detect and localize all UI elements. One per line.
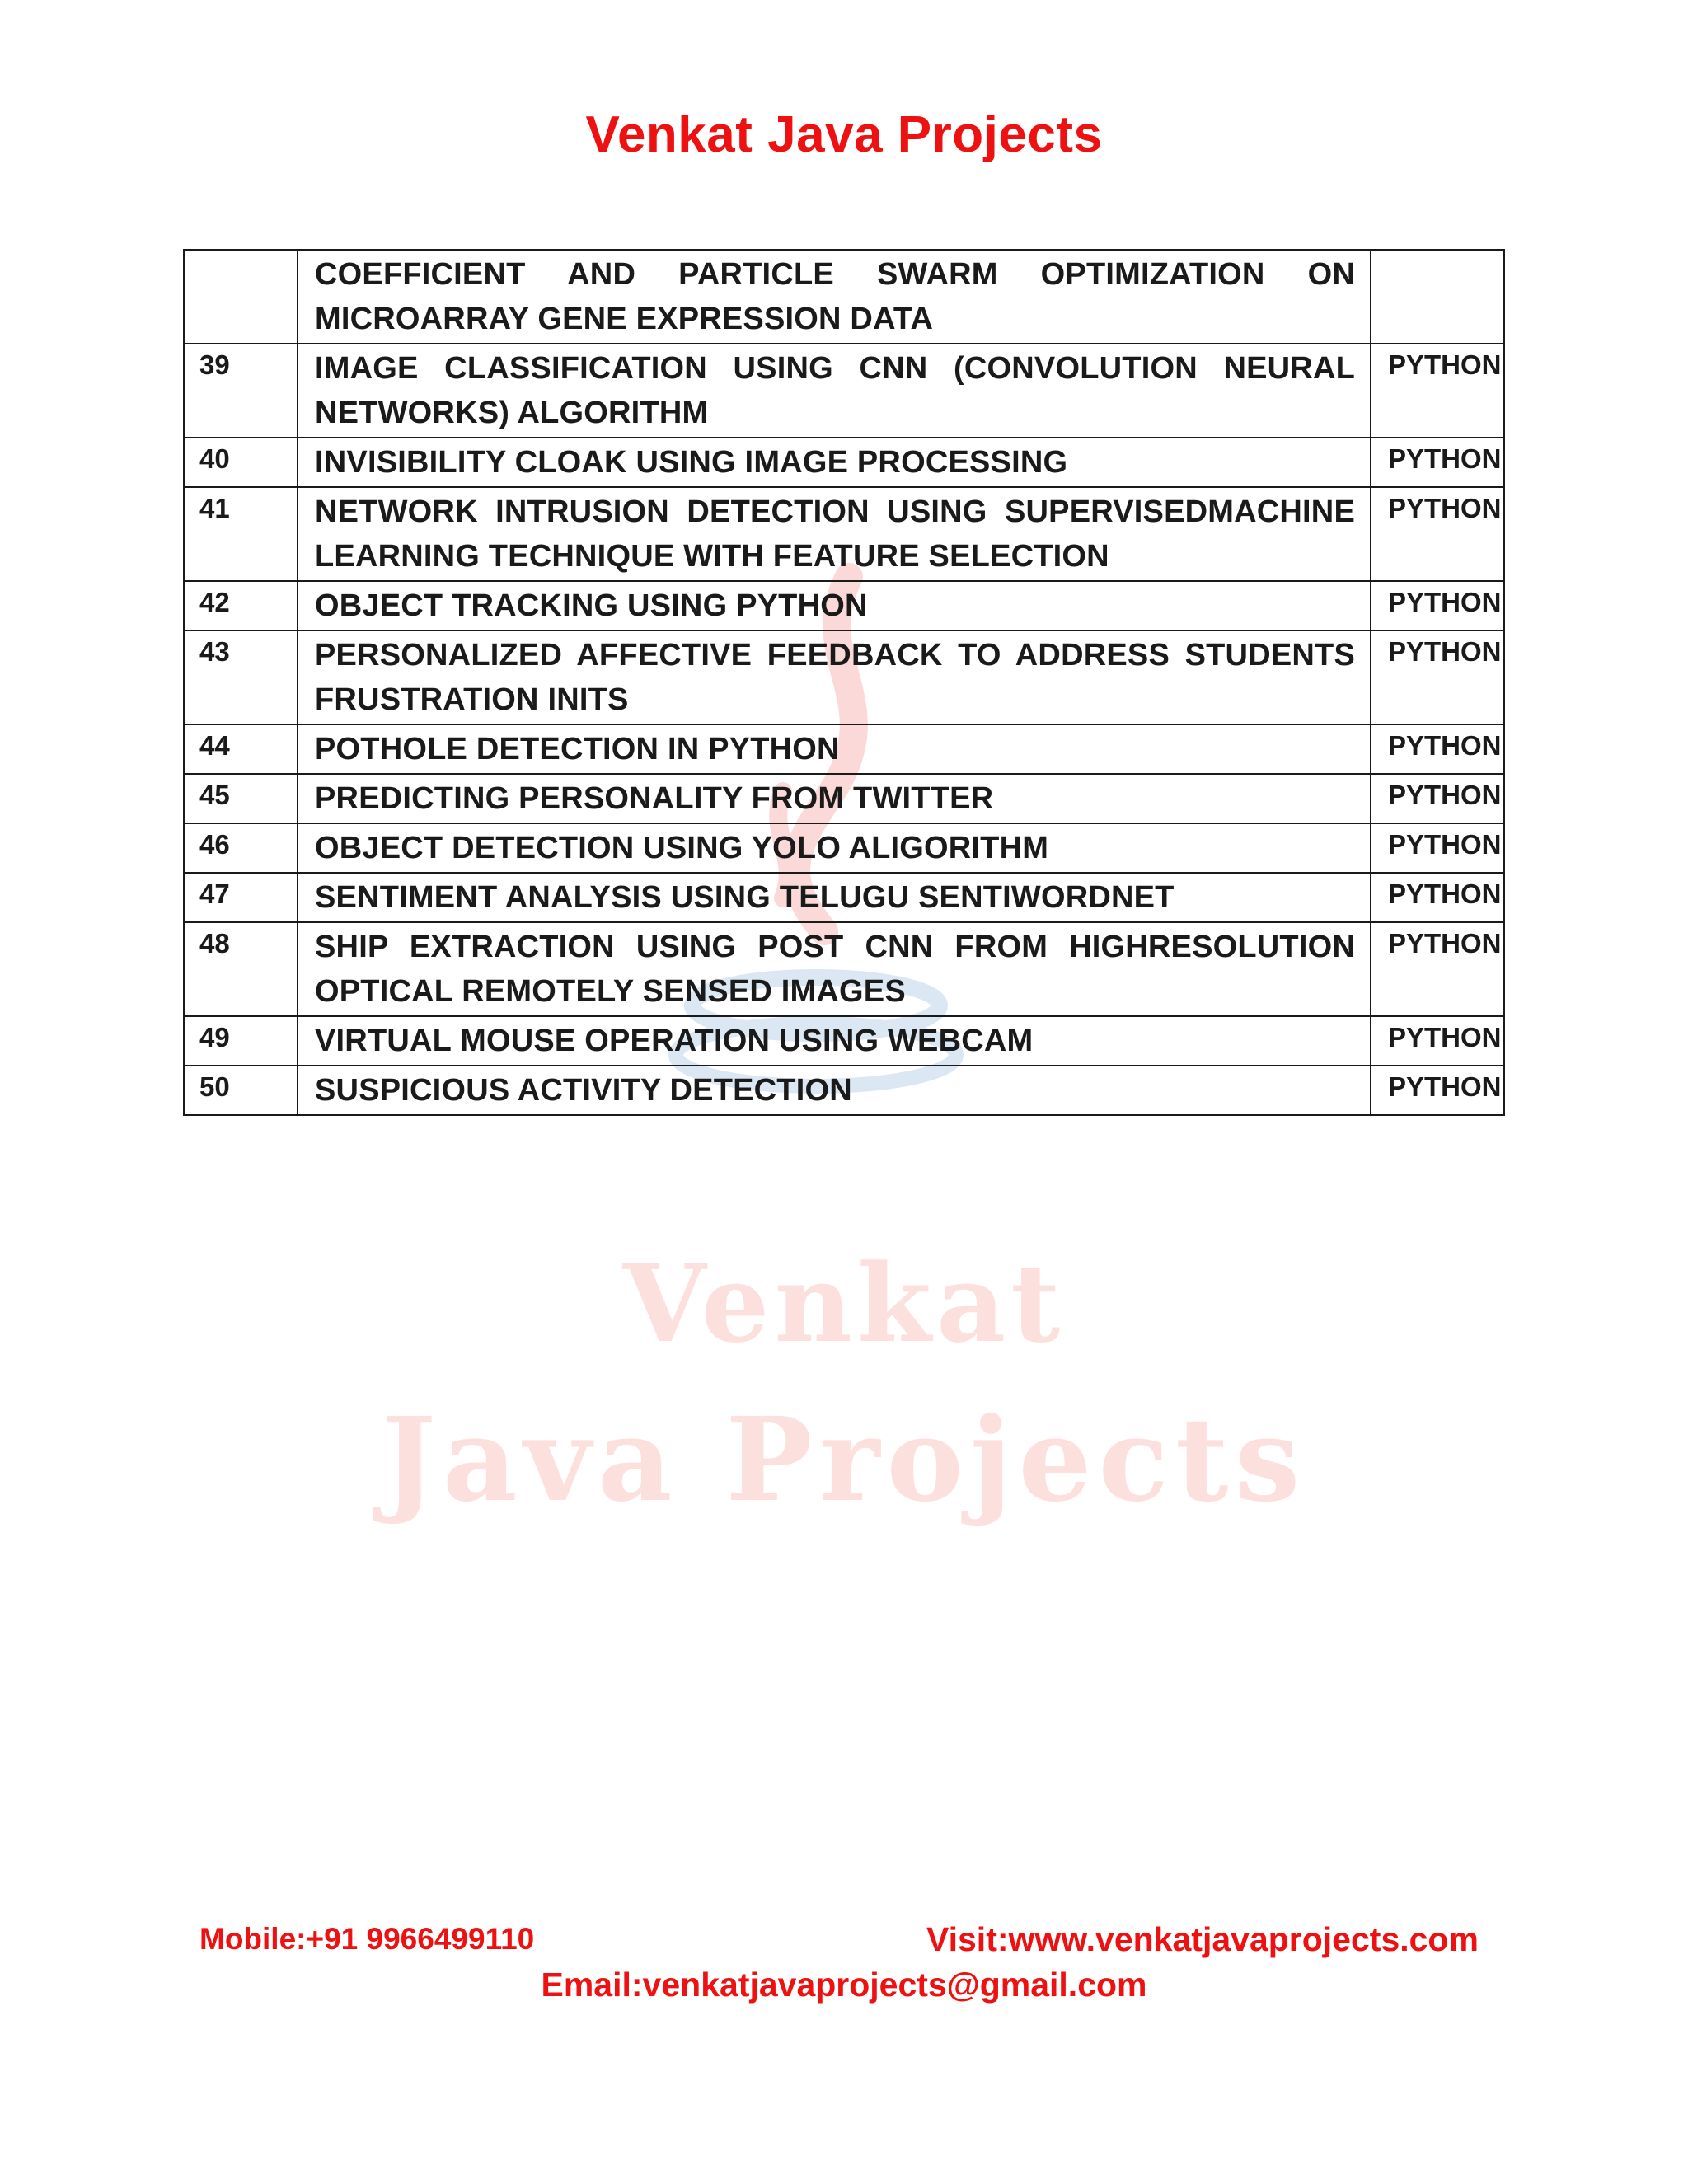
row-number: 39	[184, 344, 298, 438]
row-number: 47	[184, 873, 298, 922]
watermark-java-projects: Java Projects	[381, 1393, 1307, 1528]
table-row	[184, 630, 1504, 724]
project-language: PYTHON	[1371, 724, 1504, 774]
project-language: PYTHON	[1371, 873, 1504, 922]
project-title: COEFFICIENT AND PARTICLE SWARM OPTIMIZATION ON MICROARRAY GENE EXPRESSION DATA	[298, 250, 1371, 344]
row-number: 49	[184, 1016, 298, 1066]
row-number: 50	[184, 1066, 298, 1115]
project-language: PYTHON	[1371, 922, 1504, 1016]
footer-website-link[interactable]: Visit:www.venkatjavaprojects.com	[926, 1920, 1479, 1958]
projects-table	[183, 249, 1505, 1116]
table-row	[184, 1066, 1504, 1115]
table-row	[184, 774, 1504, 823]
page-title: Venkat Java Projects	[585, 106, 1103, 163]
table-row	[184, 724, 1504, 774]
row-number: 42	[184, 581, 298, 630]
table-row	[184, 487, 1504, 581]
row-number: 48	[184, 922, 298, 1016]
project-language: PYTHON	[1371, 487, 1504, 581]
project-title: INVISIBILITY CLOAK USING IMAGE PROCESSING	[298, 438, 1371, 487]
table-row	[184, 922, 1504, 1016]
row-number: 46	[184, 823, 298, 873]
table-row	[184, 873, 1504, 922]
project-title: IMAGE CLASSIFICATION USING CNN (CONVOLUTION NEURAL NETWORKS) ALGORITHM	[298, 344, 1371, 438]
project-language: PYTHON	[1371, 438, 1504, 487]
row-number: 44	[184, 724, 298, 774]
project-title: NETWORK INTRUSION DETECTION USING SUPERVISEDMACHINE LEARNING TECHNIQUE WITH FEATURE SELECTION	[298, 487, 1371, 581]
project-language: PYTHON	[1371, 344, 1504, 438]
project-language: PYTHON	[1371, 823, 1504, 873]
project-title: PREDICTING PERSONALITY FROM TWITTER	[298, 774, 1371, 823]
project-title: POTHOLE DETECTION IN PYTHON	[298, 724, 1371, 774]
watermark-venkat: Venkat	[622, 1240, 1066, 1366]
project-language: PYTHON	[1371, 581, 1504, 630]
project-language: PYTHON	[1371, 1066, 1504, 1115]
project-language: PYTHON	[1371, 774, 1504, 823]
project-language	[1371, 250, 1504, 344]
projects-table-body	[184, 250, 1504, 1115]
project-title: OBJECT TRACKING USING PYTHON	[298, 581, 1371, 630]
table-row	[184, 581, 1504, 630]
table-row	[184, 344, 1504, 438]
project-language: PYTHON	[1371, 630, 1504, 724]
row-number	[184, 250, 298, 344]
footer-mobile: Mobile:+91 9966499110	[199, 1922, 535, 1956]
footer-email-link[interactable]: Email:venkatjavaprojects@gmail.com	[541, 1966, 1147, 2004]
project-title: SHIP EXTRACTION USING POST CNN FROM HIGHRESOLUTION OPTICAL REMOTELY SENSED IMAGES	[298, 922, 1371, 1016]
project-title: PERSONALIZED AFFECTIVE FEEDBACK TO ADDRESS STUDENTS FRUSTRATION INITS	[298, 630, 1371, 724]
row-number: 41	[184, 487, 298, 581]
table-row	[184, 250, 1504, 344]
row-number: 40	[184, 438, 298, 487]
table-row	[184, 823, 1504, 873]
project-title: VIRTUAL MOUSE OPERATION USING WEBCAM	[298, 1016, 1371, 1066]
row-number: 43	[184, 630, 298, 724]
project-title: OBJECT DETECTION USING YOLO ALIGORITHM	[298, 823, 1371, 873]
project-title: SUSPICIOUS ACTIVITY DETECTION	[298, 1066, 1371, 1115]
project-language: PYTHON	[1371, 1016, 1504, 1066]
project-title: SENTIMENT ANALYSIS USING TELUGU SENTIWORDNET	[298, 873, 1371, 922]
row-number: 45	[184, 774, 298, 823]
table-row	[184, 1016, 1504, 1066]
table-row	[184, 438, 1504, 487]
